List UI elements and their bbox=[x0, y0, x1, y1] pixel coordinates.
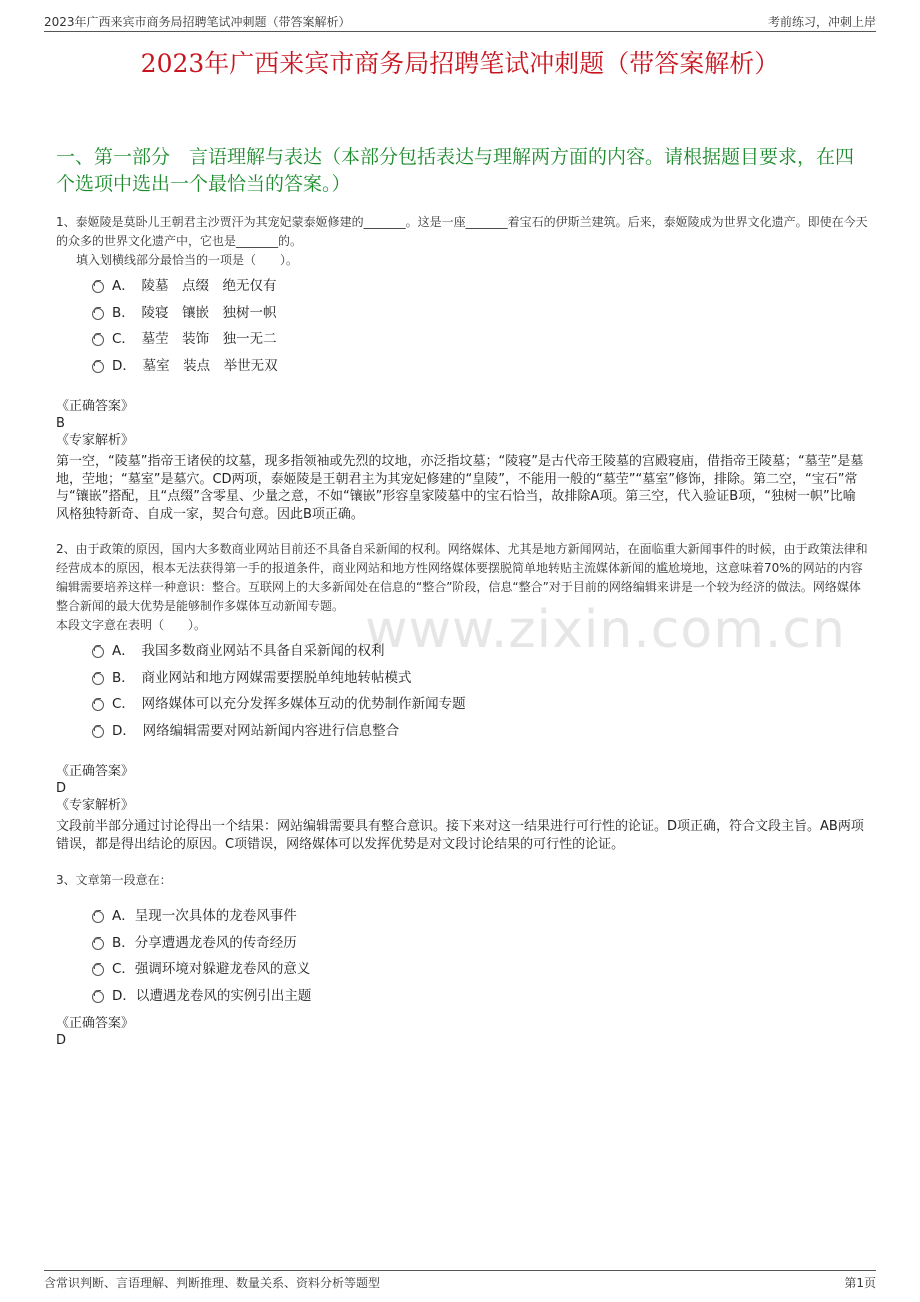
radio-icon[interactable] bbox=[92, 964, 104, 976]
analysis-text-2: 文段前半部分通过讨论得出一个结果：网站编辑需要具有整合意识。接下来对这一结果进行可行性的论证。D项正确，符合文段主旨。AB两项错误，都是得出结论的原因。C项错误，网络媒体可以发挥优势是对文段讨论结果的可行性的论证。 bbox=[56, 819, 864, 852]
option-label: B． 陵寝 镶嵌 独树一帜 bbox=[112, 304, 277, 321]
option-label: B． 商业网站和地方网媒需要摆脱单纯地转帖模式 bbox=[112, 669, 412, 686]
option-label: A． 我国多数商业网站不具备自采新闻的权利 bbox=[112, 643, 385, 660]
question-prompt: 本段文字意在表明（ ）。 bbox=[56, 618, 207, 632]
radio-icon[interactable] bbox=[92, 726, 104, 738]
page-number: 第1页 bbox=[844, 1276, 876, 1290]
footer-topics: 含常识判断、言语理解、判断推理、数量关系、资料分析等题型 bbox=[44, 1276, 381, 1290]
radio-icon[interactable] bbox=[92, 938, 104, 950]
question-text: 3、文章第一段意在： bbox=[56, 873, 172, 887]
option-label: D．以遭遇龙卷风的实例引出主题 bbox=[112, 987, 312, 1004]
page-header bbox=[0, 0, 920, 32]
answer-block-1 bbox=[56, 398, 134, 449]
answer-value: B bbox=[56, 416, 65, 431]
radio-icon[interactable] bbox=[92, 646, 104, 658]
question-2-options bbox=[92, 636, 466, 742]
option-a[interactable] bbox=[92, 901, 311, 928]
radio-icon[interactable] bbox=[92, 361, 104, 373]
radio-icon[interactable] bbox=[92, 281, 104, 293]
header-doc-title: 2023年广西来宾市商务局招聘笔试冲刺题（带答案解析） bbox=[44, 15, 351, 29]
answer-block-2 bbox=[56, 763, 134, 814]
answer-label: 《正确答案》 bbox=[56, 764, 135, 779]
question-3 bbox=[56, 871, 868, 890]
answer-label: 《正确答案》 bbox=[56, 399, 135, 414]
watermark: www.zixin.com.cn bbox=[365, 600, 846, 660]
radio-icon[interactable] bbox=[92, 699, 104, 711]
option-label: C． 网络媒体可以充分发挥多媒体互动的优势制作新闻专题 bbox=[112, 696, 466, 713]
answer-label: 《正确答案》 bbox=[56, 1016, 135, 1031]
option-c[interactable] bbox=[92, 954, 311, 981]
option-label: C． 墓茔 装饰 独一无二 bbox=[112, 331, 277, 348]
option-d[interactable] bbox=[92, 716, 466, 743]
option-b[interactable] bbox=[92, 663, 466, 690]
question-2 bbox=[56, 540, 868, 635]
analysis-text-1: 第一空，“陵墓”指帝王诸侯的坟墓，现多指领袖或先烈的坟地，亦泛指坟墓；“陵寝”是古代帝王陵墓的宫殿寝庙，借指帝王陵墓；“墓茔”是墓地，茔地；“墓室”是墓穴。CD两项，泰姬陵是王朝君主为其宠妃修建的“皇陵”，不能用一般的“墓茔”“墓室”修饰，排除。第二空，“宝石”常与“镶嵌”搭配，且“点缀”含零星、少量之意，不如“镶嵌”形容皇家陵墓中的宝石恰当，故排除A项。第三空，代入验证B项，“独树一帜”比喻风格独特新奇、自成一家，契合句意。因此B项正确。 bbox=[56, 454, 864, 522]
option-label: A．呈现一次具体的龙卷风事件 bbox=[112, 908, 297, 925]
option-b[interactable] bbox=[92, 298, 278, 325]
option-label: D． 网络编辑需要对网站新闻内容进行信息整合 bbox=[112, 722, 400, 739]
option-label: C．强调环境对躲避龙卷风的意义 bbox=[112, 961, 311, 978]
option-c[interactable] bbox=[92, 689, 466, 716]
question-3-options bbox=[92, 901, 311, 1007]
analysis-label: 《专家解析》 bbox=[56, 798, 135, 813]
option-a[interactable] bbox=[92, 271, 278, 298]
answer-value: D bbox=[56, 1033, 67, 1048]
option-label: D． 墓室 装点 举世无双 bbox=[112, 357, 278, 374]
option-label: A． 陵墓 点缀 绝无仅有 bbox=[112, 278, 277, 295]
header-divider bbox=[44, 31, 876, 32]
radio-icon[interactable] bbox=[92, 308, 104, 320]
footer-divider bbox=[44, 1270, 876, 1271]
question-text: 1、泰姬陵是莫卧儿王朝君主沙贾汗为其宠妃蒙泰姬修建的_______。这是一座_______着宝石的伊斯兰建筑。后来，泰姬陵成为世界文化遗产。即使在今天的众多的世界文化遗产中，它也是_______的。 bbox=[56, 215, 868, 248]
analysis-label: 《专家解析》 bbox=[56, 433, 135, 448]
page-title: 2023年广西来宾市商务局招聘笔试冲刺题（带答案解析） bbox=[140, 49, 780, 78]
radio-icon[interactable] bbox=[92, 673, 104, 685]
option-d[interactable] bbox=[92, 981, 311, 1008]
option-a[interactable] bbox=[92, 636, 466, 663]
option-label: B．分享遭遇龙卷风的传奇经历 bbox=[112, 934, 297, 951]
header-slogan: 考前练习，冲刺上岸 bbox=[767, 15, 876, 29]
question-1 bbox=[56, 213, 868, 270]
option-d[interactable] bbox=[92, 351, 278, 378]
section-heading: 一、第一部分 言语理解与表达（本部分包括表达与理解两方面的内容。请根据题目要求，在四个选项中选出一个最恰当的答案。） bbox=[56, 146, 855, 195]
question-text: 2、由于政策的原因，国内大多数商业网站目前还不具备自采新闻的权利。网络媒体、尤其是地方新闻网站，在面临重大新闻事件的时候，由于政策法律和经营成本的原因，根本无法获得第一手的报道条件，商业网站和地方性网络媒体要摆脱简单地转贴主流媒体新闻的尴尬境地，这意味着70%的网站的内容编辑需要培养这样一种意识：整合。互联网上的大多新闻处在信息的“整合”阶段，信息“整合”对于目前的网络编辑来讲是一个较为经济的做法。网络媒体整合新闻的最大优势是能够制作多媒体互动新闻专题。 bbox=[56, 542, 868, 613]
option-c[interactable] bbox=[92, 324, 278, 351]
radio-icon[interactable] bbox=[92, 334, 104, 346]
answer-value: D bbox=[56, 781, 67, 796]
question-1-options bbox=[92, 271, 278, 377]
option-b[interactable] bbox=[92, 928, 311, 955]
radio-icon[interactable] bbox=[92, 911, 104, 923]
radio-icon[interactable] bbox=[92, 991, 104, 1003]
answer-block-3 bbox=[56, 1015, 134, 1049]
question-prompt: 填入划横线部分最恰当的一项是（ ）。 bbox=[76, 253, 299, 267]
